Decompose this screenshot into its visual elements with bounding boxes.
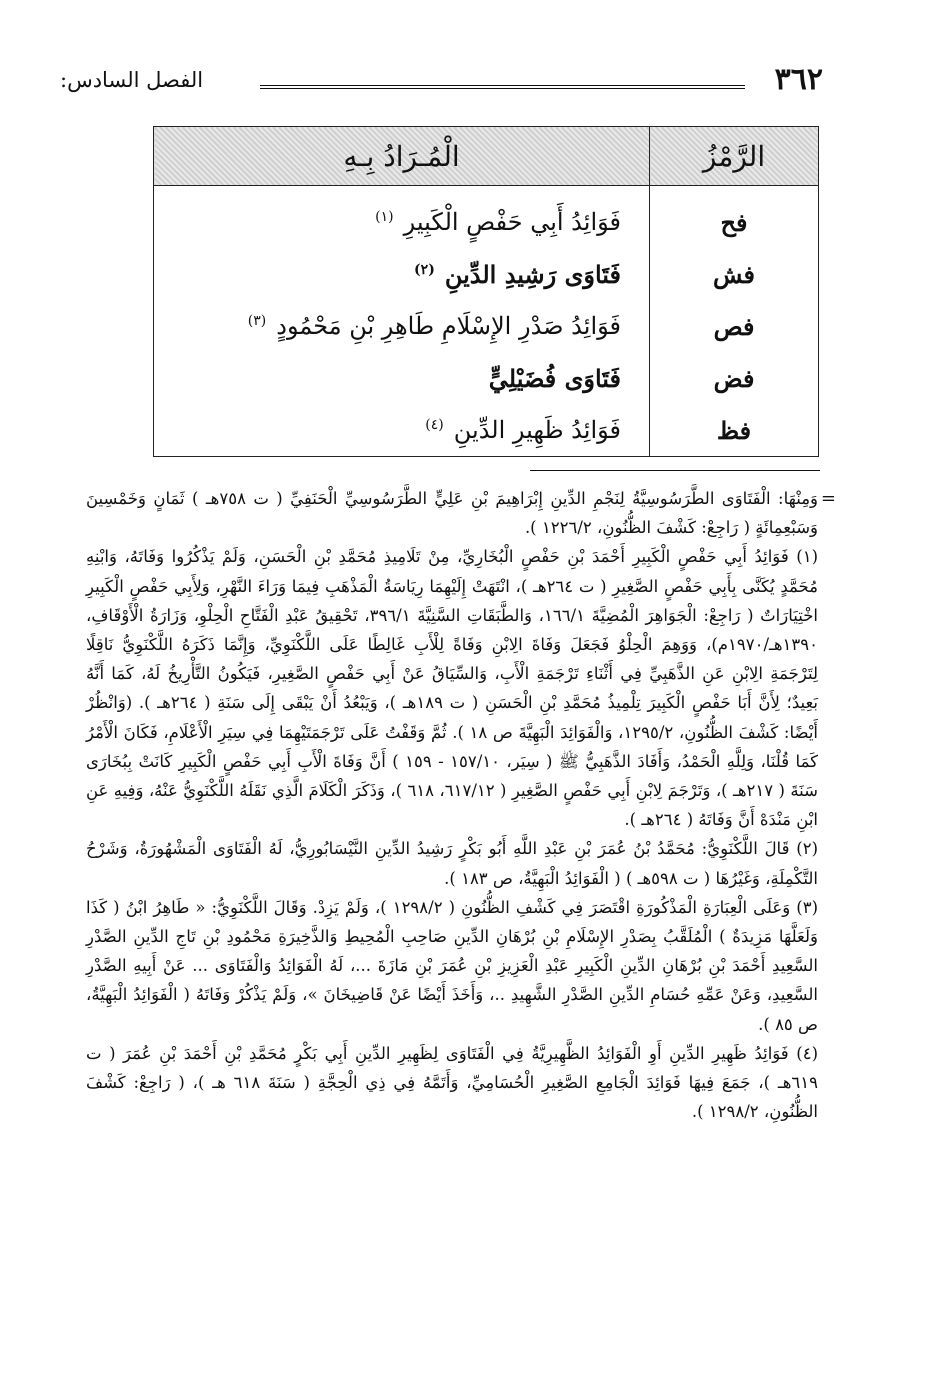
footnote-1: (١) فَوَائِدُ أَبِي حَفْصٍ الْكَبِيرِ أَحْمَدَ بْنِ حَفْصٍ الْبُخَارِيِّ، مِنْ تَلَامِيذِ مُحَمَّدِ بْنِ الْحَسَنِ، وَلَمْ يَذْكُرُوا وَفَاتَهُ، وَابْنِهِ مُحَمَّدٍ يُكَنَّى بِأَبِي حَفْصٍ الصَّغِيرِ ( ت ٢٦٤هـ )، انْتَهَتْ إِلَيْهِمَا رِيَاسَةُ الْمَذْهَبِ فِيمَا وَرَاءَ النَّهْرِ، وَلِأَبِي حَفْصٍ الْكَبِيرِ اخْتِيَارَاتٌ ( رَاجِعْ: الْجَوَاهِرَ الْمُضِيَّةَ ١٦٦/١، وَالطَّبَقَاتِ السَّنِيَّةَ ٣٩٦/١، تَحْقِيقُ عَبْدِ الْفَتَّاحِ الْحِلْوِ، وَزَارَةُ الْأَوْقَافِ، ١٣٩٠هـ/١٩٧٠م)، وَوَهِمَ الْحِلْوُ فَجَعَلَ وَفَاةَ الِابْنِ وَفَاةً لِلْأَبِ غَالِطًا عَلَى اللَّكْنَوِيِّ، وَإِنَّمَا ذَكَرَهُ اللَّكْنَوِيُّ نَاقِلًا لِتَرْجَمَةِ الِابْنِ عَنِ الذَّهَبِيِّ فِي أَثْنَاءِ تَرْجَمَةِ الْأَبِ، وَالسِّيَاقُ عَنْ أَبِي حَفْصٍ الصَّغِيرِ، فَيَكُونُ التَّأْرِيخُ لَهُ، كَمَا أَنَّهُ بَعِيدٌ؛ لِأَنَّ أَبَا حَفْصٍ الْكَبِيرَ تِلْمِيذُ مُحَمَّدِ بْنِ الْحَسَنِ ( ت ١٨٩هـ )، وَيَبْعُدُ أَنْ يَبْقَى إِلَى سَنَةِ ( ٢٦٤هـ ). (وَانْظُرْ أَيْضًا: كَشْفَ الظُّنُونِ، ١٢٩٥/٢، وَالْفَوَائِدَ الْبَهِيَّةَ ص ١٨ ). ثُمَّ وَقَفْتُ عَلَى تَرْجَمَتَيْهِمَا فِي سِيَرِ الْأَعْلَامِ، فَكَانَ الْأَمْرُ كَمَا قُلْنَا، وَلِلَّهِ الْحَمْدُ، وَأَفَادَ الذَّهَبِيُّ ﷺ ( سِيَر، ١٥٧/١٠ - ١٥٩ ) أَنَّ وَفَاةَ الْأَبِ أَبِي حَفْصٍ الْكَبِيرِ كَانَتْ بِبُخَارَى سَنَةَ ( ٢١٧هـ )، وَتَرْجَمَ لِابْنِ أَبِي حَفْصٍ الصَّغِيرِ ( ٦١٧/١٢، ٦١٨ )، وَذَكَرَ الْكَلَامَ الَّذِي نَقَلَهُ اللَّكْنَوِيُّ عَنْهُ، وَفِيهِ عَنِ ابْنِ مَنْدَهْ أَنَّ وَفَاتَهُ ( ٢٦٤هـ ). [86,547,819,830]
symbol-meaning [154,300,650,352]
footnote-4: (٤) فَوَائِدُ ظَهِيرِ الدِّينِ أَوِ الْفَوَائِدُ الظَّهِيرِيَّةُ فِي الْفَتَاوَى لِظَهِيرِ الدِّينِ أَبِي بَكْرٍ مُحَمَّدِ بْنِ أَحْمَدَ بْنِ عُمَرَ ( ت ٦١٩هـ )، جَمَعَ فِيهَا فَوَائِدَ الْجَامِعِ الصَّغِيرِ الْحُسَامِيِّ، وَأَتَمَّهُ فِي ذِي الْحِجَّةِ ( سَنَةَ ٦١٨ هـ )، ( رَاجِعْ: كَشْفَ الظُّنُونِ، ١٢٩٨/٢ ). [86,1043,818,1122]
table-row [154,300,819,352]
header-meaning: الْمُـرَادُ بِـهِ [154,127,650,186]
symbols-table [153,126,819,457]
meaning-text: فَتَاوَى رَشِيدِ الدِّينِ [444,259,621,289]
page-header [60,60,823,100]
symbol-code: فض [650,352,819,404]
symbol-meaning [154,352,650,404]
meaning-text: فَتَاوَى فُضَيْلِيٍّ [488,363,621,393]
table-row [154,404,819,457]
footnotes [86,484,836,1126]
symbol-meaning [154,248,650,300]
footnote-ref: (٤) [425,417,444,433]
footnote-separator [530,470,820,471]
symbol-code: فظ [650,404,819,457]
footnote-2: (٢) قَالَ اللَّكْنَوِيُّ: مُحَمَّدُ بْنُ عُمَرَ بْنِ عَبْدِ اللَّهِ أَبُو بَكْرٍ رَشِيدُ الدِّينِ النَّيْسَابُورِيُّ، لَهُ الْفَتَاوَى الْمَشْهُورَةُ، وَشَرْحُ التَّكْمِلَةِ، وَغَيْرُهَا ( ت ٥٩٨هـ ) ( الْفَوَائِدُ الْبَهِيَّةُ، ص ١٨٣ ). [86,839,818,888]
footnote-3: (٣) وَعَلَى الْعِبَارَةِ الْمَذْكُورَةِ اقْتَصَرَ فِي كَشْفِ الظُّنُونِ ( ١٢٩٨/٢ )، وَلَمْ يَزِدْ. وَقَالَ اللَّكْنَوِيُّ: « طَاهِرُ ابْنُ ( كَذَا وَلَعَلَّهَا مَزِيدَةٌ ) الْمُلَقَّبُ بِصَدْرِ الإِسْلَامِ بْنِ بُرْهَانِ الدِّينِ صَاحِبِ الْمُحِيطِ وَالذَّخِيرَةِ مَحْمُودِ بْنِ تَاجِ الدِّينِ الصَّدْرِ السَّعِيدِ أَحْمَدَ بْنِ بُرْهَانِ الدِّينِ الْكَبِيرِ عَبْدِ الْعَزِيزِ بْنِ عُمَرَ بْنِ مَازَةَ ...، لَهُ الْفَوَائِدُ وَالْفَتَاوَى ... عَنْ أَبِيهِ الصَّدْرِ السَّعِيدِ، وَعَنْ عَمِّهِ حُسَامِ الدِّينِ الصَّدْرِ الشَّهِيدِ ..، وَأَخَذَ أَيْضًا عَنْ قَاضِيخَانَ »، وَلَمْ يَذْكُرْ وَفَاتَهُ ( الْفَوَائِدُ الْبَهِيَّةُ، ص ٨٥ ). [86,897,818,1034]
footnote-ref: (٢) [414,261,435,278]
footnote-continued: وَمِنْهَا: الْفَتَاوَى الطَّرَسُوسِيَّةُ لِنَجْمِ الدِّينِ إِبْرَاهِيمَ بْنِ عَلِيٍّ الطَّرَسُوسِيِّ الْحَنَفِيِّ ( ت ٧٥٨هـ ) ثَمَانٍ وَخَمْسِينَ وَسَبْعِمِائَةٍ ( رَاجِعْ: كَشْفَ الظُّنُونِ، ١٢٢٦/٢ ). [86,489,819,538]
header-code: الرَّمْزُ [650,127,819,186]
footnote-ref: (٣) [247,313,267,329]
symbol-code: فح [650,186,819,249]
continuation-mark: = [820,488,836,509]
table-header-row [154,127,819,186]
page-number: ٣٦٢ [774,62,823,97]
meaning-text: فَوَائِدُ أَبِي حَفْصٍ الْكَبِيرِ [403,208,621,236]
table-row [154,352,819,404]
symbol-code: فش [650,248,819,300]
symbol-meaning [154,404,650,457]
header-rule [260,85,745,89]
chapter-title: الفصل السادس: [60,68,204,92]
table-row [154,248,819,300]
table-row [154,186,819,249]
meaning-text: فَوَائِدُ صَدْرِ الإِسْلَامِ طَاهِرِ بْنِ مَحْمُودٍ [276,312,621,340]
footnote-ref: (١) [375,209,394,225]
symbol-meaning [154,186,650,249]
symbol-code: فص [650,300,819,352]
meaning-text: فَوَائِدُ ظَهِيرِ الدِّينِ [453,416,621,444]
